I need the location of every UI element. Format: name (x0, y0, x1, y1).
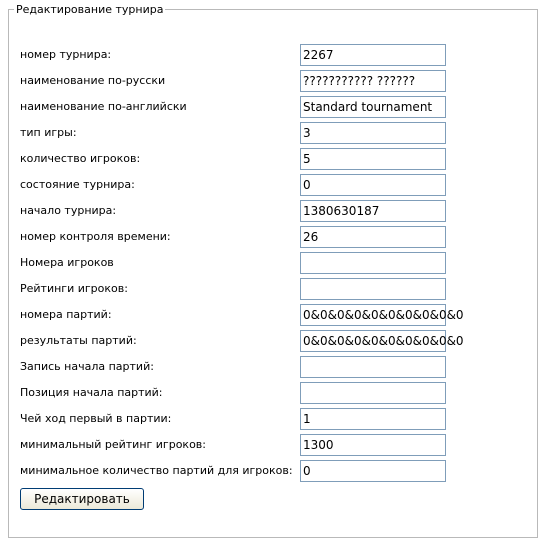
row-name-english (20, 95, 450, 121)
form-table (20, 43, 464, 485)
player-numbers-input[interactable] (300, 252, 446, 274)
row-time-control (20, 225, 450, 251)
label-tournament-state: состояние турнира: (20, 178, 135, 191)
edit-submit-button[interactable]: Редактировать (20, 488, 144, 510)
label-game-start-position: Позиция начала партий: (20, 386, 163, 399)
label-tournament-number: номер турнира: (20, 48, 112, 61)
row-player-ratings (20, 277, 450, 303)
min-rating-input[interactable]: 1300 (300, 434, 446, 456)
row-game-start-record (20, 355, 450, 381)
label-player-ratings: Рейтинги игроков: (20, 282, 128, 295)
row-game-start-position (20, 381, 450, 407)
label-player-count: количество игроков: (20, 152, 141, 165)
label-min-games: минимальное количество партий для игроков: (20, 464, 293, 477)
tournament-start-input[interactable]: 1380630187 (300, 200, 446, 222)
label-game-type: тип игры: (20, 126, 77, 139)
row-min-games (20, 459, 450, 485)
row-tournament-number (20, 43, 450, 69)
label-player-numbers: Номера игроков (20, 256, 114, 269)
label-min-rating: минимальный рейтинг игроков: (20, 438, 206, 451)
label-name-english: наименование по-английски (20, 100, 187, 113)
row-name-russian (20, 69, 450, 95)
row-tournament-start (20, 199, 450, 225)
player-count-input[interactable]: 5 (300, 148, 446, 170)
fieldset-legend: Редактирование турнира (16, 3, 164, 16)
row-tournament-state (20, 173, 450, 199)
name-english-input[interactable]: Standard tournament (300, 96, 446, 118)
game-results-input[interactable]: 0&0&0&0&0&0&0&0&0&0 (300, 330, 446, 352)
name-russian-input[interactable]: ??????????? ?????? (300, 70, 446, 92)
label-name-russian: наименование по-русски (20, 74, 166, 87)
label-first-move: Чей ход первый в партии: (20, 412, 172, 425)
row-game-numbers (20, 303, 464, 329)
tournament-number-input[interactable]: 2267 (300, 44, 446, 66)
row-player-numbers (20, 251, 450, 277)
game-numbers-input[interactable]: 0&0&0&0&0&0&0&0&0&0 (300, 304, 446, 326)
tournament-state-input[interactable]: 0 (300, 174, 446, 196)
min-games-input[interactable]: 0 (300, 460, 446, 482)
game-type-input[interactable]: 3 (300, 122, 446, 144)
first-move-input[interactable]: 1 (300, 408, 446, 430)
label-game-results: результаты партий: (20, 334, 137, 347)
game-start-position-input[interactable] (300, 382, 446, 404)
row-first-move (20, 407, 450, 433)
row-player-count (20, 147, 450, 173)
player-ratings-input[interactable] (300, 278, 446, 300)
label-game-numbers: номера партий: (20, 308, 112, 321)
game-start-record-input[interactable] (300, 356, 446, 378)
label-game-start-record: Запись начала партий: (20, 360, 154, 373)
label-time-control: номер контроля времени: (20, 230, 171, 243)
row-min-rating (20, 433, 450, 459)
label-tournament-start: начало турнира: (20, 204, 117, 217)
time-control-input[interactable]: 26 (300, 226, 446, 248)
row-game-type (20, 121, 450, 147)
row-game-results (20, 329, 464, 355)
tournament-edit-fieldset (8, 3, 538, 538)
